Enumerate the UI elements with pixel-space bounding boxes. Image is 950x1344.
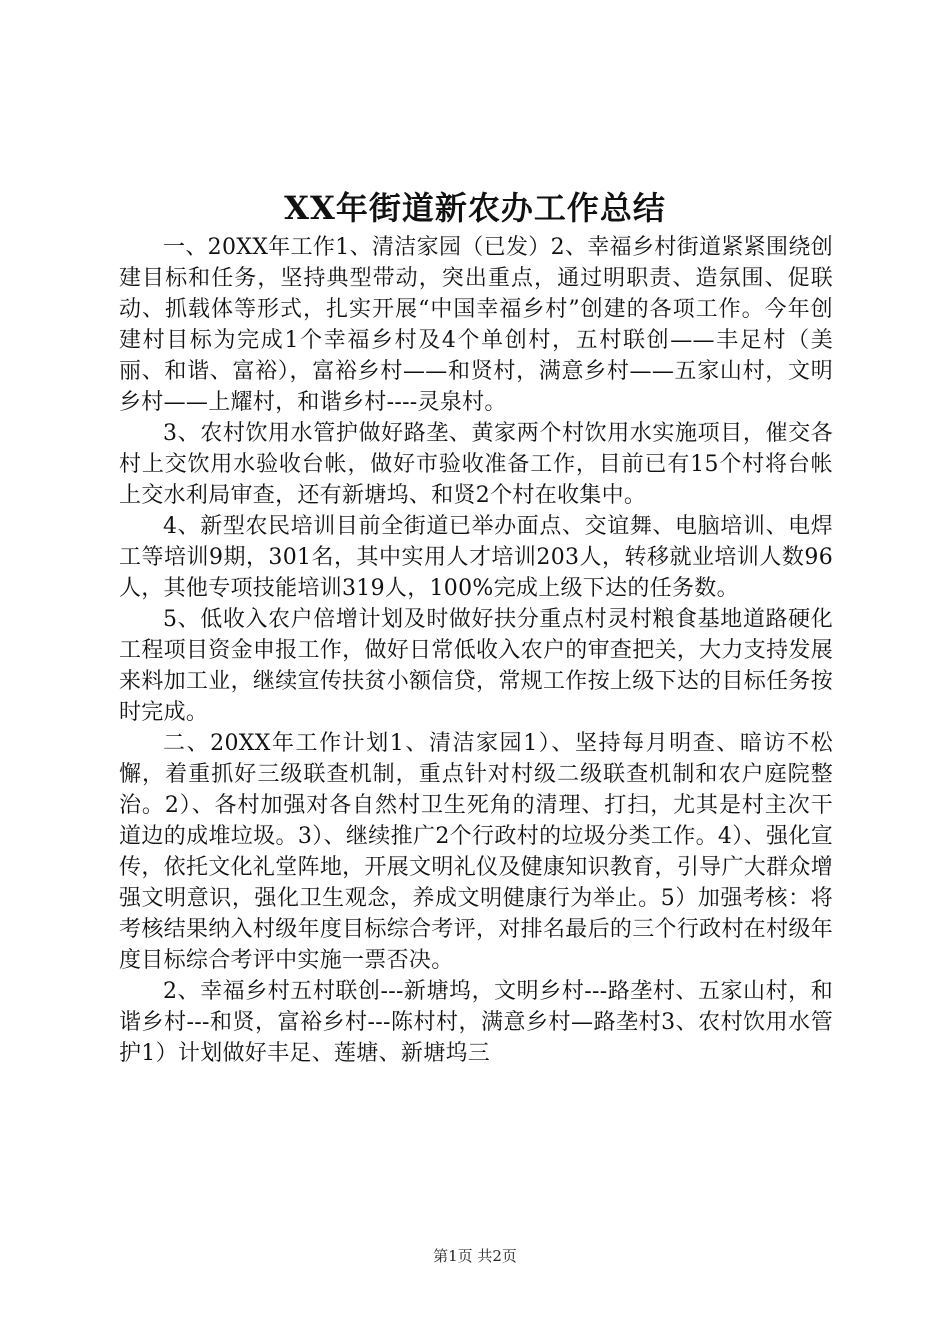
document-title: XX年街道新农办工作总结 <box>284 189 666 227</box>
paragraph-2: 3、农村饮用水管护做好路垄、黄家两个村饮用水实施项目，催交各村上交饮用水验收台帐，做好市验收准备工作，目前已有15个村将台帐上交水利局审查，还有新塘坞、和贤2个村在收集中。 <box>119 421 833 508</box>
paragraph-6: 2、幸福乡村五村联创---新塘坞，文明乡村---路垄村、五家山村，和谐乡村---和贤，富裕乡村---陈村村，满意乡村—路垄村3、农村饮用水管护1）计划做好丰足、莲塘、新塘坞三 <box>119 979 833 1066</box>
page-number-footer: 第1页 共2页 <box>433 1247 517 1265</box>
document-body <box>119 232 833 1069</box>
paragraph-5: 二、20XX年工作计划1、清洁家园1）、坚持每月明查、暗访不松懈，着重抓好三级联查机制，重点针对村级二级联查机制和农户庭院整治。2）、各村加强对各自然村卫生死角的清理、打扫，尤其是村主次干道边的成堆垃圾。3）、继续推广2个行政村的垃圾分类工作。4）、强化宣传，依托文化礼堂阵地，开展文明礼仪及健康知识教育，引导广大群众增强文明意识，强化卫生观念，养成文明健康行为举止。5）加强考核：将考核结果纳入村级年度目标综合考评，对排名最后的三个行政村在村级年度目标综合考评中实施一票否决。 <box>119 731 833 973</box>
paragraph-3: 4、新型农民培训目前全街道已举办面点、交谊舞、电脑培训、电焊工等培训9期，301名，其中实用人才培训203人，转移就业培训人数96人，其他专项技能培训319人，100%完成上级下达的任务数。 <box>119 514 833 601</box>
paragraph-1: 一、20XX年工作1、清洁家园（已发）2、幸福乡村街道紧紧围绕创建目标和任务，坚持典型带动，突出重点，通过明职责、造氛围、促联动、抓载体等形式，扎实开展“中国幸福乡村”创建的各项工作。今年创建村目标为完成1个幸福乡村及4个单创村，五村联创——丰足村（美丽、和谐、富裕），富裕乡村——和贤村，满意乡村——五家山村，文明乡村——上耀村，和谐乡村----灵泉村。 <box>119 235 833 415</box>
paragraph-4: 5、低收入农户倍增计划及时做好扶分重点村灵村粮食基地道路硬化工程项目资金申报工作，做好日常低收入农户的审查把关，大力支持发展来料加工业，继续宣传扶贫小额信贷，常规工作按上级下达的目标任务按时完成。 <box>119 607 833 725</box>
